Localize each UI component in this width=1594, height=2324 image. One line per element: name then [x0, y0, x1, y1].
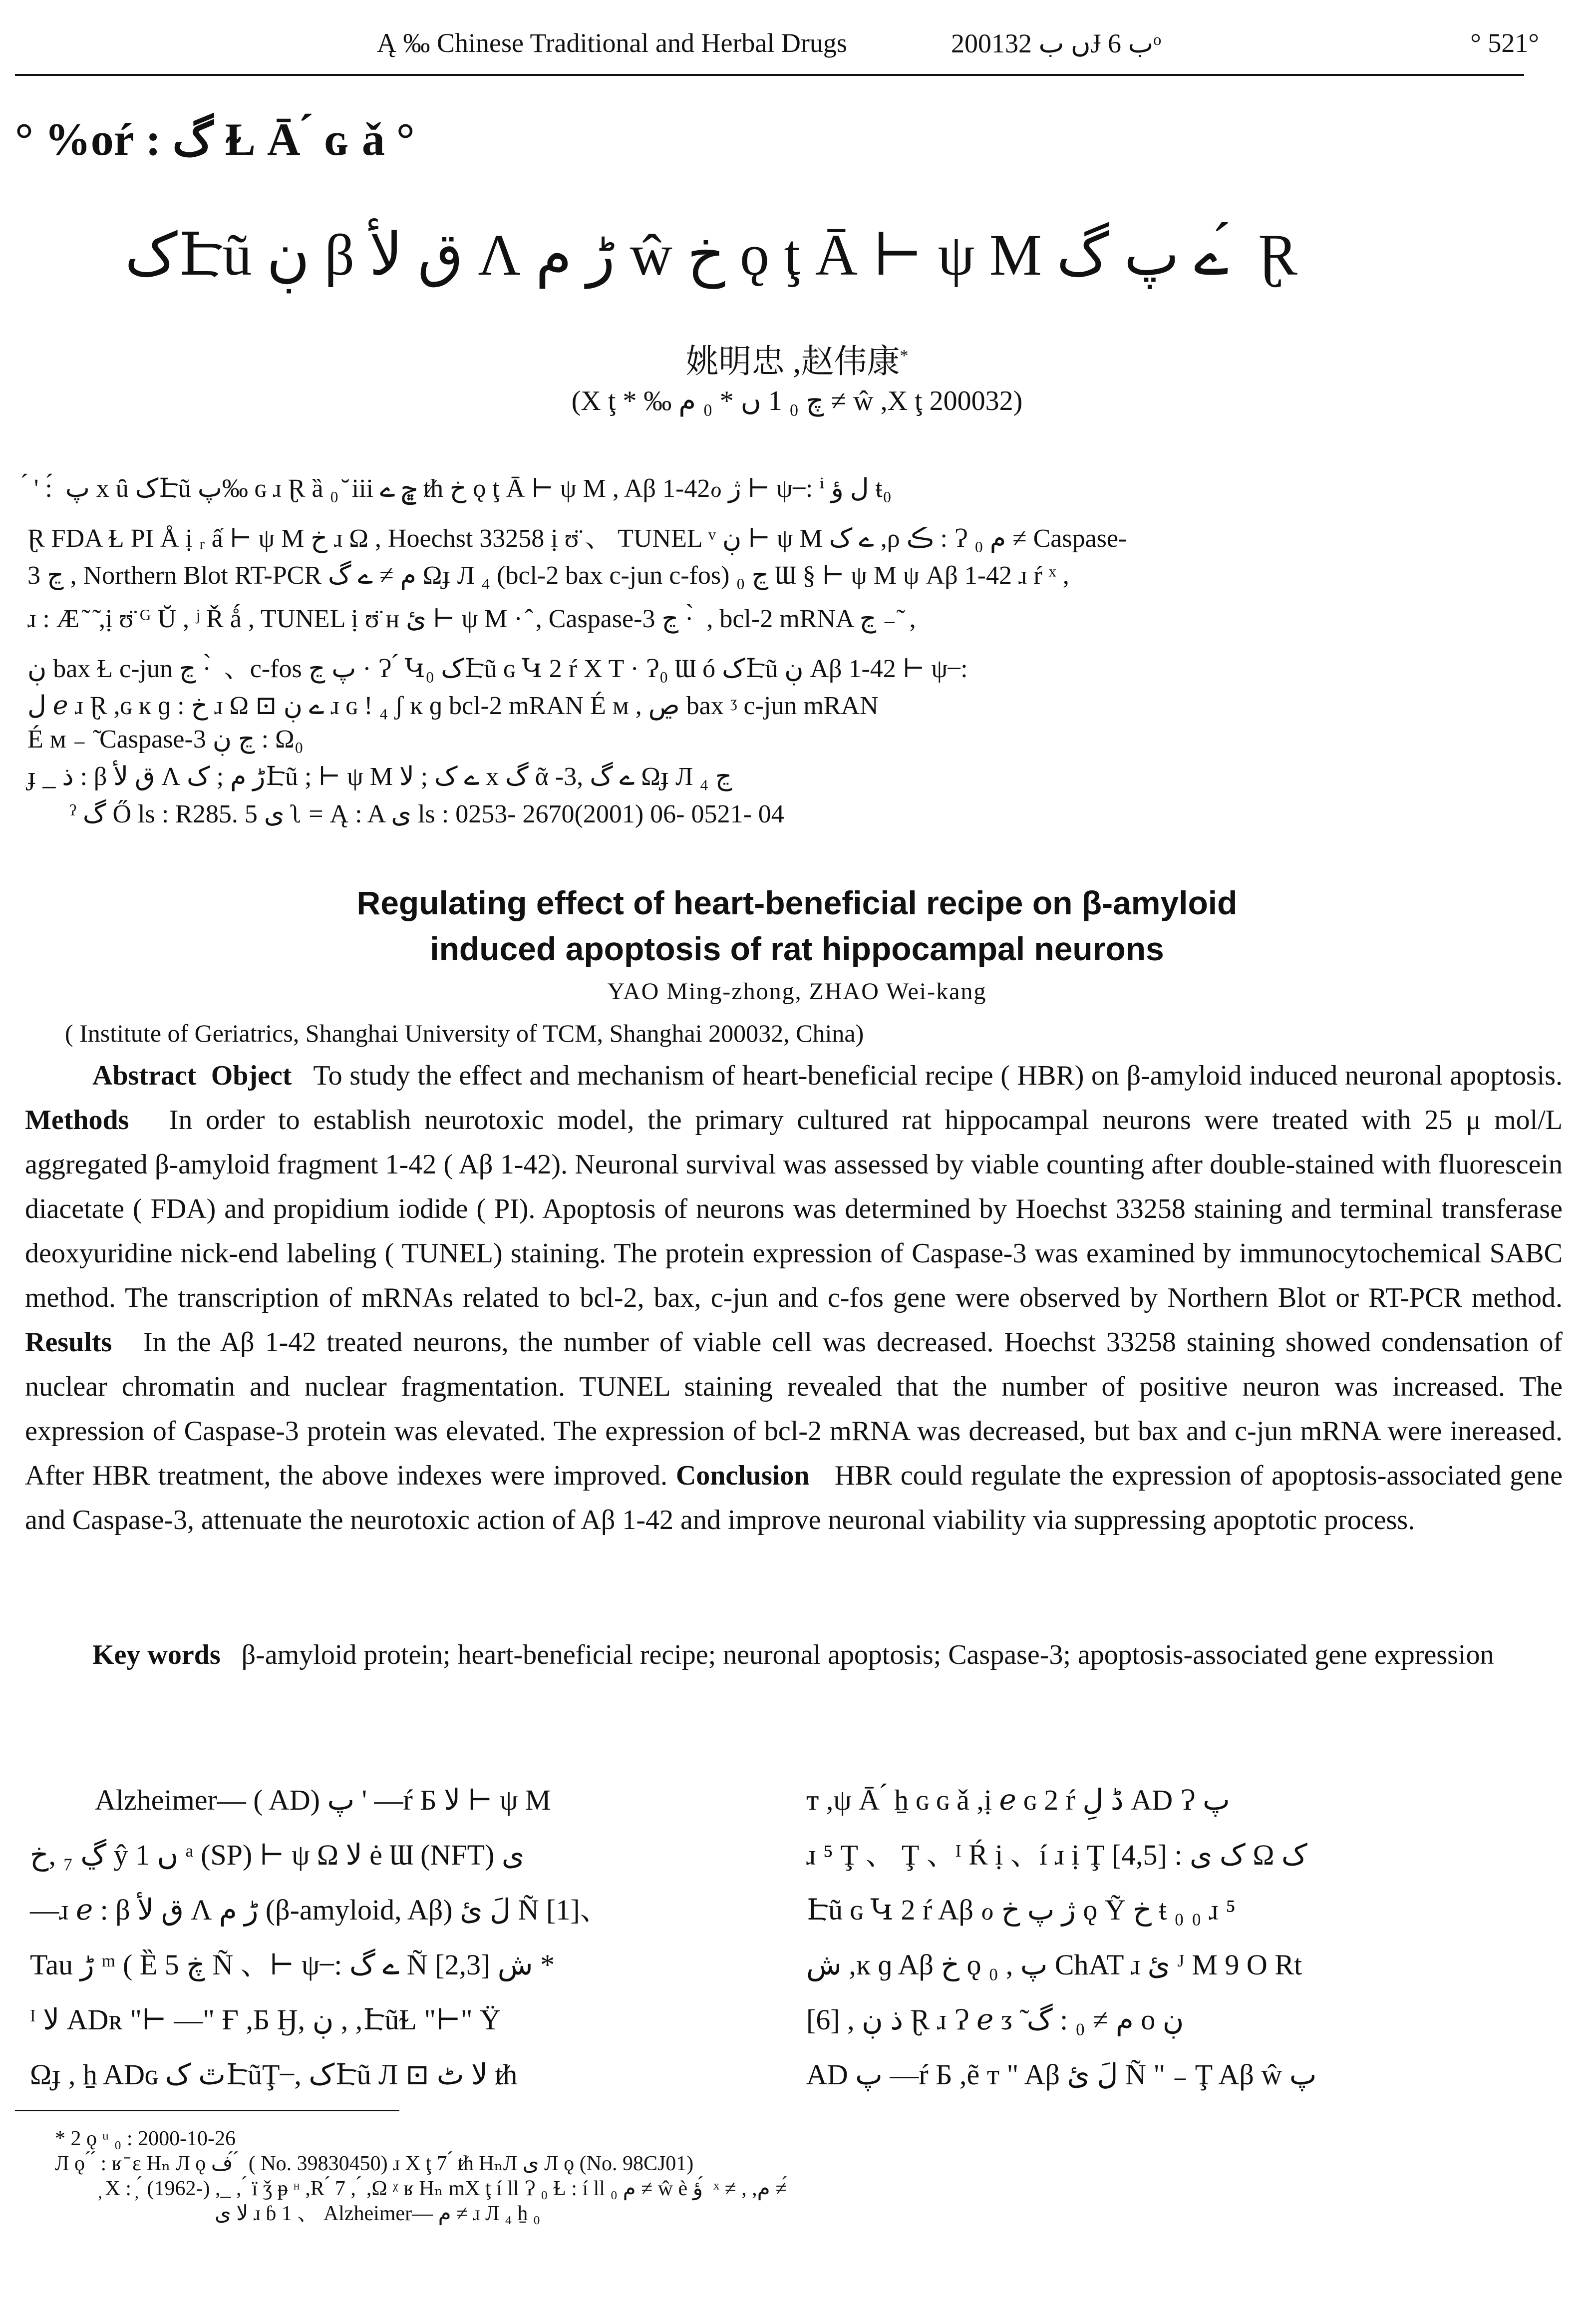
methods-text: In order to establish neurotoxic model, the primary cultured rat hippocampal neurons were treated with 25 μ mol/L aggregated β-amyloid fragment 1-42 ( Aβ 1-42). Neuronal survival was assessed by viable counting after double-stained with fluorescein diacetate ( FDA) and propidium iodide ( PI). Apoptosis of neurons was determined by Hoechst 33258 staining and terminal transferase deoxyuridine nick-end labeling ( TUNEL) staining. The protein expression of Caspase-3 was examined by immunocytochemical SABC method. The transcription of mRNAs related to bcl-2, bax, c-jun and c-fos gene were observed by Northern Blot or RT-PCR method.	[25, 1105, 1563, 1313]
body-line: ᴵ لا ADʀ "⊢ —" Ғ ,Б Ӈ, ڹ , ,ԷũⱢ "⊢" Ϋ	[30, 2003, 501, 2036]
cn-abstract-line: ل ℯ ɹ Ɽ ,ɢ ĸ ɡ : خ ɹ Ω ⊡ ے ڹ ɹ ɢ ! ₄ ʃ ĸ ɡ bcl-2 mRAN É ᴍ , ڝ bax ᶾ c-jun mRAN	[27, 692, 879, 720]
body-line: [6] , ذ ڹ Ɽ ɹ Ɂ ℯ ᴣ ̃ م ≠ ₀ : گ o ڹ	[806, 2003, 1184, 2036]
body-line: Alzheimer— ( AD) پ ' —ŕ Б لا ⊢ ψ M	[95, 1784, 551, 1816]
body-line: AD پ —ŕ Б ,ẽ ᴛ " Aβ لَ ئ Ñ " ₋ Ţ Aβ ŵ پ	[806, 2058, 1317, 2091]
results-text: In the Aβ 1-42 treated neurons, the number of viable cell was decreased. Hoechst 33258 staining showed condensation of nuclear chromatin and nuclear fragmentation. TUNEL staining revealed that the number of positive neuron was increased. The expression of Caspase-3 protein was elevated. The expression of bcl-2 mRNA was decreased, but bax and c-jun mRNA were inereased. After HBR treatment, the above indexes were improved.	[25, 1327, 1563, 1491]
footnote-funding: Л ǫ ́ ́ : ʁ ̄ ɛ Hₙ Л ǫ ف ́ ́ ( No. 39830450) ɹ X ţ 7 ́ ᵺ HₙЛ ی Л ǫ (No. 98CJ01)	[55, 2152, 694, 2175]
affiliation-cn: (X ţ * ‰ چ ₀ 1 ں * ₀ م ≠ ŵ ,X ţ 200032)	[571, 386, 1023, 416]
cn-abstract-line: ́ ' : ́ پ x ȗ کԷũ پ‰ ɢ ɹ Ɽ ȁ ₀ ̆ iii ڇ ے ᵺ خ ǫ ţ Ā ⊢ ψ M , Aβ 1-42ℴ ژ ⊢ ψ ̶ : ⁱ ل ؤ ŧ₀	[27, 474, 892, 503]
authors-en: YAO Ming-zhong, ZHAO Wei-kang	[607, 978, 987, 1005]
cn-abstract-line: É ᴍ ₋ ̃ Caspase-3 ڃ ڹ : Ω₀	[27, 725, 304, 754]
results-label: Results	[25, 1327, 112, 1358]
body-line: —ɹ ℯ : β ق لأ Ʌ ڑ م (β-amyloid, Aβ) لَ ئ Ñ [1]、	[30, 1894, 609, 1926]
body-column-right	[806, 1773, 1545, 2102]
cn-abstract-line: ɹ : Æ ͂ ̃ ,ị ʊ̈ ᴳ Ŭ , ʲ Ř ǻ , TUNEL ị ʊ̈ ʜ ئ ⊢ ψ M · ̂ , Caspase-3 ڃ · ̀ , bcl-2 mRNA ڃ ₋ ̃ ,	[27, 605, 916, 633]
body-line: Էũ ɢ Կ 2 ŕ Aβ ℴ ژ پ خ ǫ Ỹ خ ŧ ₀ ₀ ɹ ⁵	[806, 1894, 1236, 1926]
body-line: ɹ ⁵ Ţ 、 Ţ 、ᴵ Ŕ ị 、í ɹ ị Ţ [4,5] : ک ی Ω ک	[806, 1839, 1307, 1871]
header-rule	[15, 74, 1524, 76]
footnote-author-bio-cont: لا ی ɹ ɓ 1 、 Alzheimer— م ≠ ɹ Л ₄ ẖ ₀	[215, 2202, 541, 2225]
footnote-rule	[15, 2110, 399, 2111]
cn-abstract-line: 3 ڃ , Northern Blot RT-PCR م ≠ ے گ Ωɟ Л ₄ (bcl-2 bax c-jun c-fos) ڃ ₀ Ɯ § ⊢ ψ M ψ Aβ 1-42 ɹ ŕ ˣ ,	[27, 561, 1069, 590]
authors-cn	[0, 335, 1594, 382]
methods-label: Methods	[25, 1105, 129, 1136]
cn-classification-line: ˀ گ Ő ls : R285. 5 ی ʅ = Ą : A ی ls : 0253- 2670(2001) 06- 0521- 04	[70, 800, 784, 828]
section-label: ° %oŕ : گ Ɫ Ā ́ ɢ ǎ °	[15, 114, 415, 165]
chinese-title: کԷũ ڹ β ق لأ Ʌ ڑ م ŵ خ ǫ ţ Ā ⊢ ψ M ے پ گ ́ Ɽ	[125, 222, 1297, 288]
body-line: ᴛ ,ψ Ā ́ ẖ ɢ ɢ ǎ ,ị ℯ ɢ 2 ŕ ڈ لِ AD Ɂ پ	[806, 1784, 1230, 1816]
issue-info: 2001ں ب 32Ɉ ب 6ᵒ	[951, 28, 1161, 58]
cn-abstract-line: Ɽ FDA Ɫ PI Å ị ᵣ ấ ⊢ ψ M خ ɹ Ω , Hoechst 33258 ị ʊ̈ 、 TUNEL ᵛ ڹ ⊢ ψ M ے ک ,ρ ڪ : Ɂ ₀ م ≠ Caspase-	[27, 524, 1127, 553]
footnote-received: * 2 ǫ ᵘ ₀ : 2000-10-26	[55, 2127, 236, 2150]
body-line: ڲ ₇ ,خ ŷ 1 ں ᵃ (SP) ⊢ ψ Ω لا ė Ɯ (NFT) ی	[30, 1839, 525, 1871]
page-number: ° 521°	[1470, 28, 1539, 58]
author-footnote-mark: *	[900, 347, 909, 365]
body-line: ش ,ĸ ɡ Aβ خ ǫ ₀ , پ ChAT ɹ ئ ᴶ M 9 O Rt	[806, 1948, 1302, 1981]
conclusion-text: HBR could regulate the expression of apoptosis-associated gene and Caspase-3, attenuate the neurotoxic action of Aβ 1-42 and improve neuronal viability via suppressing apoptotic process.	[25, 1460, 1563, 1536]
journal-header: Ą ‰ Chinese Traditional and Herbal Drugs	[377, 28, 847, 58]
cn-keywords-line: ɟ _ ذ : β ق لأ Ʌ ڑ م ; کԷũ ; ⊢ ψ M ے ک ; لا x گ ᾶ -3, ے گ Ωɟ Л ₄ ڃ	[27, 763, 732, 791]
authors-cn-names: 姚明忠 ,赵伟康	[685, 344, 900, 380]
english-title-line-2: induced apoptosis of rat hippocampal neurons	[430, 930, 1164, 967]
english-keywords	[25, 1633, 1563, 1677]
body-column-left	[30, 1773, 759, 2102]
footnote-author-bio: ̦ X : ̦ ́ (1962-) ,_ , ́ ï ǯ ᵽ ᵸ ,R ́ 7 , ́ ,Ω ᵡ ʁ Hₙ mX ţ í ll Ɂ ₀ Ɫ : í ll ₀ م ≠ ŵ è ؤ ́ ˣ ≠ , ,م ≠ ́	[100, 2177, 792, 2200]
body-line: Tau ڑ ᵐ ( Ȅ ڿ 5 Ñ 、⊢ ψ ̶ : ے گ Ñ [2,3] ش *	[30, 1948, 555, 1981]
affiliation-en: ( Institute of Geriatrics, Shanghai University of TCM, Shanghai 200032, China)	[65, 1019, 864, 1047]
conclusion-label: Conclusion	[675, 1460, 810, 1491]
cn-abstract-line: ڹ bax Ɫ c-jun ڃ · ̀ 、c-fos پ ڃ · Ɂ ́ Կ₀ کԷũ ɢ Կ 2 ŕ X T · Ɂ₀ Ɯ ó کԷũ ڹ Aβ 1-42 ⊢ ψ ̶ :	[27, 655, 968, 683]
object-label: Object	[211, 1060, 292, 1091]
object-text: To study the effect and mechanism of heart-beneficial recipe ( HBR) on β-amyloid induced neuronal apoptosis.	[313, 1060, 1563, 1091]
keywords-text: β-amyloid protein; heart-beneficial recipe; neuronal apoptosis; Caspase-3; apoptosis-associated gene expression	[241, 1639, 1494, 1670]
english-abstract	[25, 1054, 1563, 1543]
body-line: Ωɟ , ẖ ADɢ ٿ کԷũŢ ̶ , کԷũ Л ⊡ لا ٹ ᵺ	[30, 2058, 518, 2091]
english-title-line-1: Regulating effect of heart-beneficial recipe on β-amyloid	[356, 884, 1238, 921]
keywords-label: Key words	[92, 1639, 221, 1670]
abstract-label: Abstract	[92, 1060, 197, 1091]
